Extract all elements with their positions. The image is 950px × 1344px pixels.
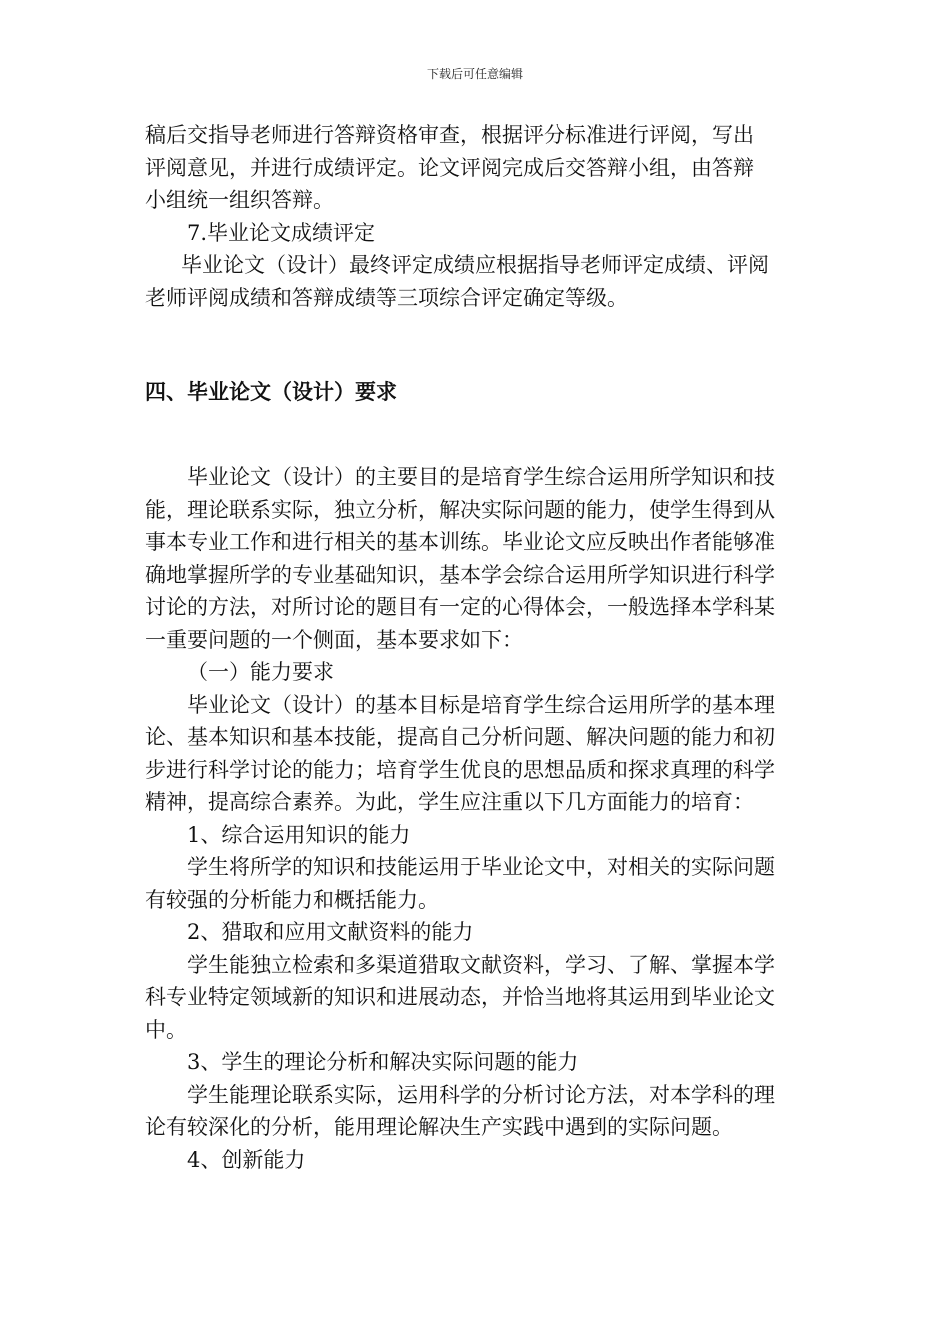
paragraph-line: 学生能理论联系实际，运用科学的分析讨论方法，对本学科的理 xyxy=(187,1082,775,1107)
paragraph-line: 小组统一组织答辩。 xyxy=(145,188,334,212)
paragraph-line: 老师评阅成绩和答辩成绩等三项综合评定确定等级。 xyxy=(145,285,628,310)
subsection-heading: 3、学生的理论分析和解决实际问题的能力 xyxy=(187,1050,579,1074)
paragraph-line: 毕业论文（设计）的基本目标是培育学生综合运用所学的基本理 xyxy=(187,692,775,717)
subsection-heading: 2、猎取和应用文献资料的能力 xyxy=(187,920,474,944)
paragraph-line: 毕业论文（设计）的主要目的是培育学生综合运用所学知识和技 xyxy=(187,465,775,489)
section-heading: 四、毕业论文（设计）要求 xyxy=(145,380,397,404)
paragraph-line: 有较强的分析能力和概括能力。 xyxy=(145,887,439,912)
paragraph-line: 毕业论文（设计）最终评定成绩应根据指导老师评定成绩、评阅 xyxy=(181,253,769,277)
paragraph-line: 稿后交指导老师进行答辩资格审查，根据评分标准进行评阅，写出 xyxy=(145,123,754,147)
paragraph-line: 确地掌握所学的专业基础知识，基本学会综合运用所学知识进行科学 xyxy=(145,562,775,587)
subsection-heading: （一）能力要求 xyxy=(187,660,334,684)
paragraph-line: 评阅意见，并进行成绩评定。论文评阅完成后交答辩小组，由答辩 xyxy=(145,155,754,180)
page-header: 下载后可任意编辑 xyxy=(426,67,523,81)
paragraph-line: 中。 xyxy=(145,1017,187,1042)
paragraph-line: 论、基本知识和基本技能，提高自己分析问题、解决问题的能力和初 xyxy=(145,725,775,749)
paragraph-line: 能，理论联系实际，独立分析，解决实际问题的能力，使学生得到从 xyxy=(145,497,775,522)
paragraph-line: 事本专业工作和进行相关的基本训练。毕业论文应反映出作者能够准 xyxy=(145,530,775,554)
paragraph-line: 讨论的方法，对所讨论的题目有一定的心得体会，一般选择本学科某 xyxy=(145,595,775,619)
paragraph-line: 一重要问题的一个侧面，基本要求如下： xyxy=(145,627,523,652)
paragraph-line: 论有较深化的分析，能用理论解决生产实践中遇到的实际问题。 xyxy=(145,1115,733,1139)
paragraph-line: 步进行科学讨论的能力；培育学生优良的思想品质和探求真理的科学 xyxy=(145,757,775,782)
subsection-heading: 7.毕业论文成绩评定 xyxy=(187,220,376,245)
paragraph-line: 精神，提高综合素养。为此，学生应注重以下几方面能力的培育： xyxy=(145,790,754,814)
subsection-heading: 4、创新能力 xyxy=(187,1147,306,1172)
paragraph-line: 学生将所学的知识和技能运用于毕业论文中，对相关的实际问题 xyxy=(187,855,775,879)
document-body xyxy=(145,119,807,1176)
subsection-heading: 1、综合运用知识的能力 xyxy=(187,822,411,847)
paragraph-line: 学生能独立检索和多渠道猎取文献资料，学习、了解、掌握本学 xyxy=(187,952,775,977)
paragraph-line: 科专业特定领域新的知识和进展动态，并恰当地将其运用到毕业论文 xyxy=(145,985,775,1009)
